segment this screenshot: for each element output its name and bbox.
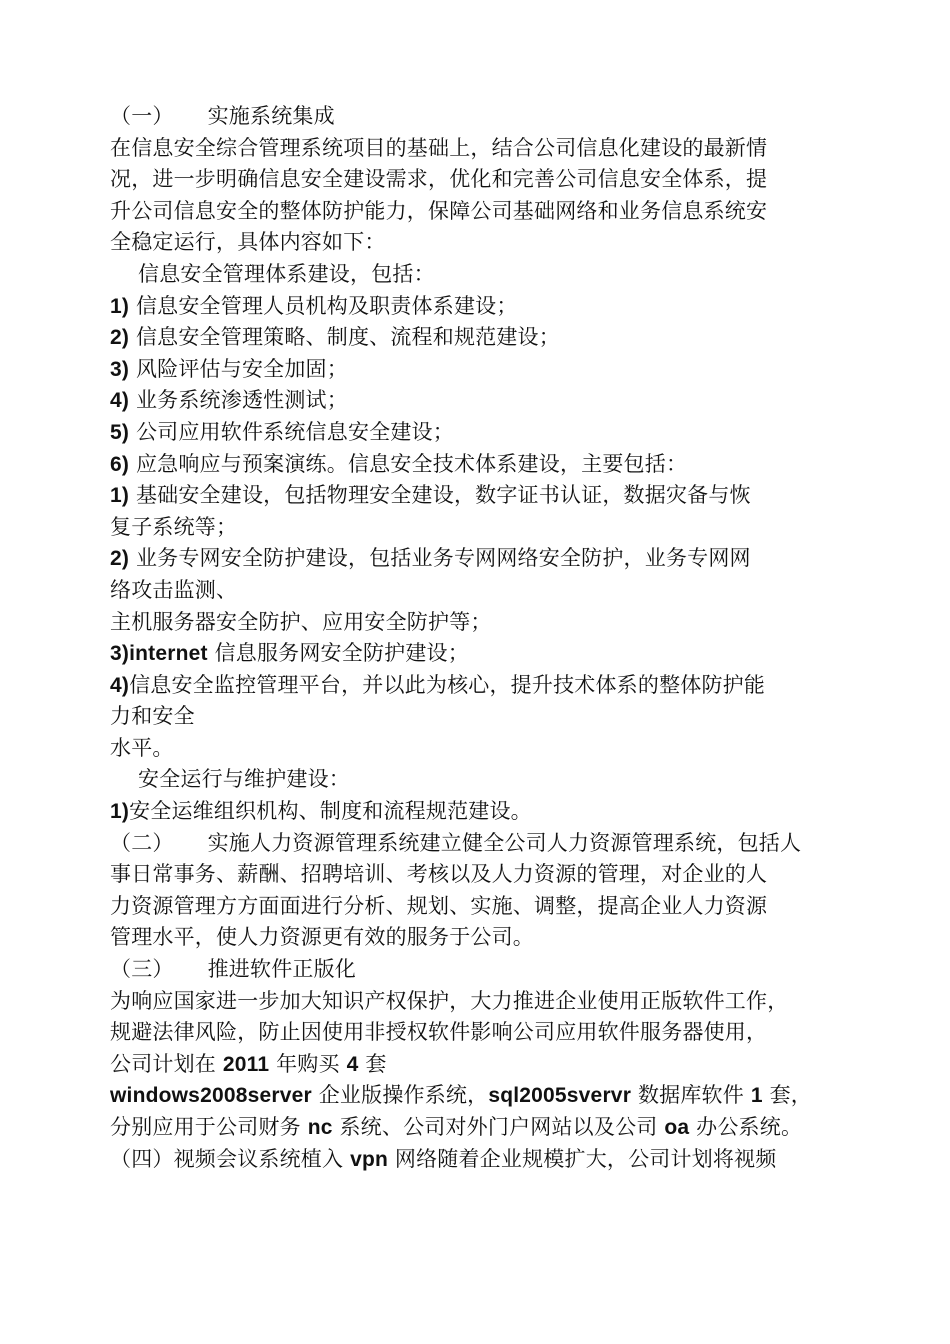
list-item: 1) 基础安全建设，包括物理安全建设，数字证书认证，数据灾备与恢 xyxy=(110,483,751,508)
paragraph-line: 全稳定运行，具体内容如下： xyxy=(110,230,386,255)
paragraph-line: 力资源管理方方面面进行分析、规划、实施、调整，提高企业人力资源 xyxy=(110,893,768,918)
subheading-operations: 安全运行与维护建设： xyxy=(138,767,350,792)
paragraph-line: 在信息安全综合管理系统项目的基础上，结合公司信息化建设的最新情 xyxy=(110,135,768,160)
paragraph-line: 主机服务器安全防护、应用安全防护等； xyxy=(110,609,492,634)
paragraph-line: 复子系统等； xyxy=(110,514,238,539)
document-body xyxy=(110,101,850,1175)
list-item: 6) 应急响应与预案演练。信息安全技术体系建设，主要包括： xyxy=(110,451,688,476)
list-item: 4) 业务系统渗透性测试； xyxy=(110,388,348,413)
paragraph-line: windows2008server 企业版操作系统，sql2005svervr 数据库软件 1 套， xyxy=(110,1083,813,1108)
paragraph-line: 事日常事务、薪酬、招聘培训、考核以及人力资源的管理，对企业的人 xyxy=(110,862,768,887)
paragraph-line: 升公司信息安全的整体防护能力，保障公司基础网络和业务信息系统安 xyxy=(110,198,768,223)
list-item: 5) 公司应用软件系统信息安全建设； xyxy=(110,419,454,444)
list-item: 3)internet 信息服务网安全防护建设； xyxy=(110,641,469,666)
section-heading-4: （四）视频会议系统植入 vpn 网络随着企业规模扩大，公司计划将视频 xyxy=(110,1146,777,1171)
section-heading-1: （一） 实施系统集成 xyxy=(110,104,335,128)
paragraph-line: 规避法律风险，防止因使用非授权软件影响公司应用软件服务器使用， xyxy=(110,1020,768,1045)
subheading-management-system: 信息安全管理体系建设，包括： xyxy=(138,261,435,286)
list-item: 4)信息安全监控管理平台，并以此为核心，提升技术体系的整体防护能 xyxy=(110,672,766,697)
paragraph-line: 管理水平，使人力资源更有效的服务于公司。 xyxy=(110,925,534,950)
paragraph-line: 水平。 xyxy=(110,735,174,760)
paragraph-line: 络攻击监测、 xyxy=(110,577,238,602)
list-item: 2) 信息安全管理策略、制度、流程和规范建设； xyxy=(110,325,560,350)
paragraph-line: 分别应用于公司财务 nc 系统、公司对外门户网站以及公司 oa 办公系统。 xyxy=(110,1115,803,1139)
list-item: 1) 信息安全管理人员机构及职责体系建设； xyxy=(110,293,518,318)
list-item: 2) 业务专网安全防护建设，包括业务专网网络安全防护，业务专网网 xyxy=(110,546,751,571)
paragraph-line: 公司计划在 2011 年购买 4 套 xyxy=(110,1051,387,1076)
paragraph-line: 况，进一步明确信息安全建设需求，优化和完善公司信息安全体系，提 xyxy=(110,167,768,192)
list-item: 3) 风险评估与安全加固； xyxy=(110,356,348,381)
paragraph-line: 力和安全 xyxy=(110,704,195,729)
paragraph-line: 为响应国家进一步加大知识产权保护，大力推进企业使用正版软件工作， xyxy=(110,988,789,1013)
section-heading-2: （二） 实施人力资源管理系统建立健全公司人力资源管理系统，包括人 xyxy=(110,830,802,855)
list-item: 1)安全运维组织机构、制度和流程规范建设。 xyxy=(110,799,532,824)
section-heading-3: （三） 推进软件正版化 xyxy=(110,957,357,982)
